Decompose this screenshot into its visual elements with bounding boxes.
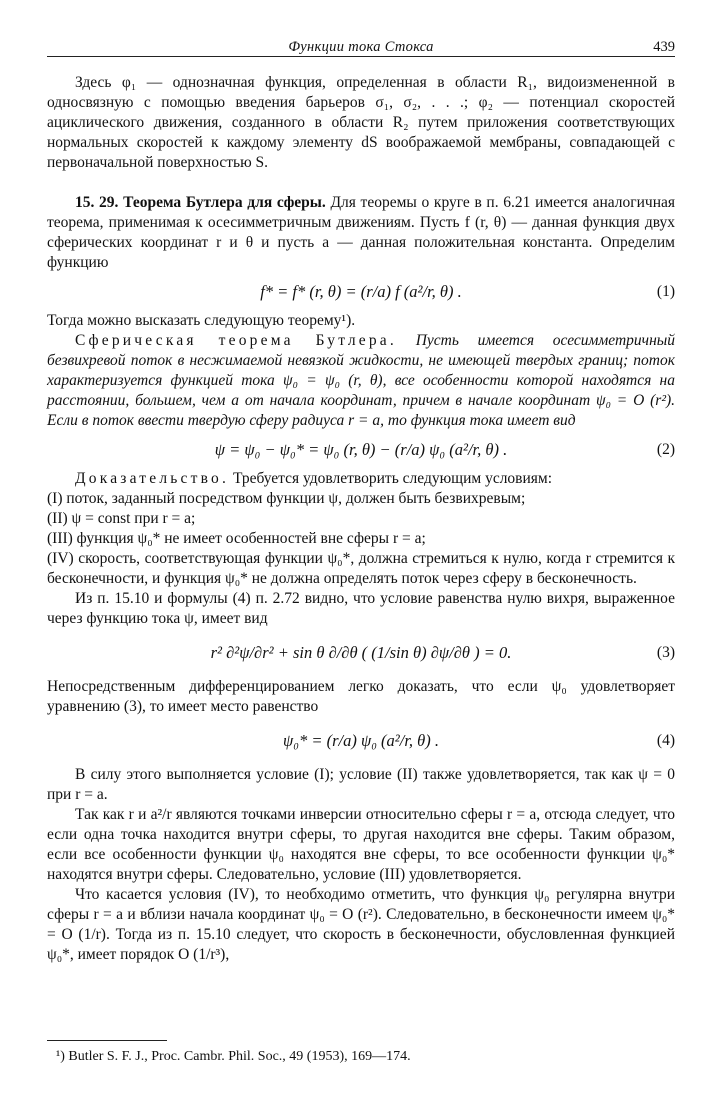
section-gap bbox=[47, 173, 675, 193]
condition-item: (I) поток, заданный посредством функции ψ, должен быть безвихревым; bbox=[47, 490, 526, 507]
footnote-rule bbox=[47, 1040, 167, 1041]
running-header bbox=[47, 34, 675, 57]
condition-item: (IV) скорость, соответствующая функции ψ₀*, должна стремиться к нулю, когда r стремится к бесконечности, и функция ψ₀* не должна определять поток через сферу в бесконечность. bbox=[47, 550, 675, 587]
equation-1-formula: f* = f* (r, θ) = (r/a) f (a²/r, θ) . bbox=[260, 282, 462, 301]
page-body bbox=[47, 73, 675, 965]
section-paragraph bbox=[47, 193, 675, 273]
equation-2 bbox=[47, 431, 675, 469]
running-title: Функции тока Стокса bbox=[288, 39, 434, 55]
theorem-text: Пусть имеется осесимметричный безвихревой поток в несжимаемой невязкой жидкости, не имеющей твердых границ; поток характеризуется функцией тока ψ₀ = ψ₀ (r, θ), все особенности которой находятся на расстоянии, большем, чем a от начала координат, причем в начале координат ψ₀ = O (r²). Если в поток ввести твердую сферу радиуса r = a, то функция тока имеет вид bbox=[47, 332, 676, 429]
inversion-paragraph: Так как r и a²/r являются точками инверсии относительно сферы r = a, отсюда следует, что если одна точка находится внутри сферы, то другая находится вне сферы. Таким образом, если все особенности функции ψ₀ находятся вне сферы, то все особенности функции ψ₀* находятся внутри сферы. Следовательно, условие (III) удовлетворяется. bbox=[47, 806, 675, 883]
equation-1-number: (1) bbox=[656, 283, 675, 300]
proof-label: Доказательство. bbox=[75, 470, 230, 487]
proof-text: Требуется удовлетворить следующим условиям: bbox=[232, 470, 553, 487]
theorem-paragraph bbox=[47, 331, 675, 431]
equation-1 bbox=[47, 273, 675, 311]
intro-paragraph: Здесь φ₁ — однозначная функция, определенная в области R₁, видоизмененной в односвязную с помощью введения барьеров σ₁, σ₂, . . .; φ₂ — потенциал скоростей ациклического движения, созданного в области R₂ путем приложения соответствующих нормальных скоростей к каждому элементу dS воображаемой мембраны, совпадающей с первоначальной поверхностью S. bbox=[47, 74, 675, 171]
equation-4-formula: ψ₀* = (r/a) ψ₀ (a²/r, θ) . bbox=[282, 731, 440, 750]
section-number: 15. 29. bbox=[75, 194, 119, 211]
equation-3 bbox=[47, 629, 675, 677]
equation-4-number: (4) bbox=[656, 732, 675, 749]
section-text: Для теоремы о круге в п. 6.21 имеется аналогичная теорема, применимая к осесимметричным движениям. Пусть f (r, θ) — данная функция двух сферических координат r и θ и пусть a — данная положительная константа. Определим функцию bbox=[47, 194, 675, 271]
condition-one-paragraph: В силу этого выполняется условие (I); условие (II) также удовлетворяется, так как ψ = 0 при r = a. bbox=[47, 766, 675, 803]
condition-item: (II) ψ = const при r = a; bbox=[47, 510, 196, 527]
theorem-name: Сферическая теорема Бутлера. bbox=[75, 332, 397, 349]
equation-2-number: (2) bbox=[656, 441, 675, 458]
vortex-paragraph: Из п. 15.10 и формулы (4) п. 2.72 видно, что условие равенства нулю вихря, выраженное через функцию тока ψ, имеет вид bbox=[47, 590, 675, 627]
condition-item: (III) функция ψ₀* не имеет особенностей вне сферы r = a; bbox=[47, 530, 426, 547]
equation-3-formula: r² ∂²ψ/∂r² + sin θ ∂/∂θ ( (1/sin θ) ∂ψ/∂θ ) = 0. bbox=[210, 643, 512, 662]
theorem-intro: Тогда можно высказать следующую теорему¹). bbox=[47, 312, 356, 329]
proof-paragraph bbox=[47, 469, 675, 489]
differentiation-paragraph: Непосредственным дифференцированием легко доказать, что если ψ₀ удовлетворяет уравнению (3), то имеет место равенство bbox=[47, 678, 675, 715]
section-title: Теорема Бутлера для сферы. bbox=[123, 194, 326, 211]
footnote: ¹) Butler S. F. J., Proc. Cambr. Phil. Soc., 49 (1953), 169—174. bbox=[56, 1049, 411, 1064]
page-number: 439 bbox=[653, 39, 675, 55]
condition-four-paragraph: Что касается условия (IV), то необходимо отметить, что функция ψ₀ регулярна внутри сферы r = a и вблизи начала координат ψ₀ = O (r²). Следовательно, в бесконечности имеем ψ₀* = O (1/r). Тогда из п. 15.10 следует, что скорость в бесконечности, обусловленная функцией ψ₀*, имеет порядок O (1/r³), bbox=[47, 886, 675, 963]
equation-4 bbox=[47, 717, 675, 765]
equation-2-formula: ψ = ψ₀ − ψ₀* = ψ₀ (r, θ) − (r/a) ψ₀ (a²/r, θ) . bbox=[214, 440, 508, 459]
equation-3-number: (3) bbox=[656, 644, 675, 661]
